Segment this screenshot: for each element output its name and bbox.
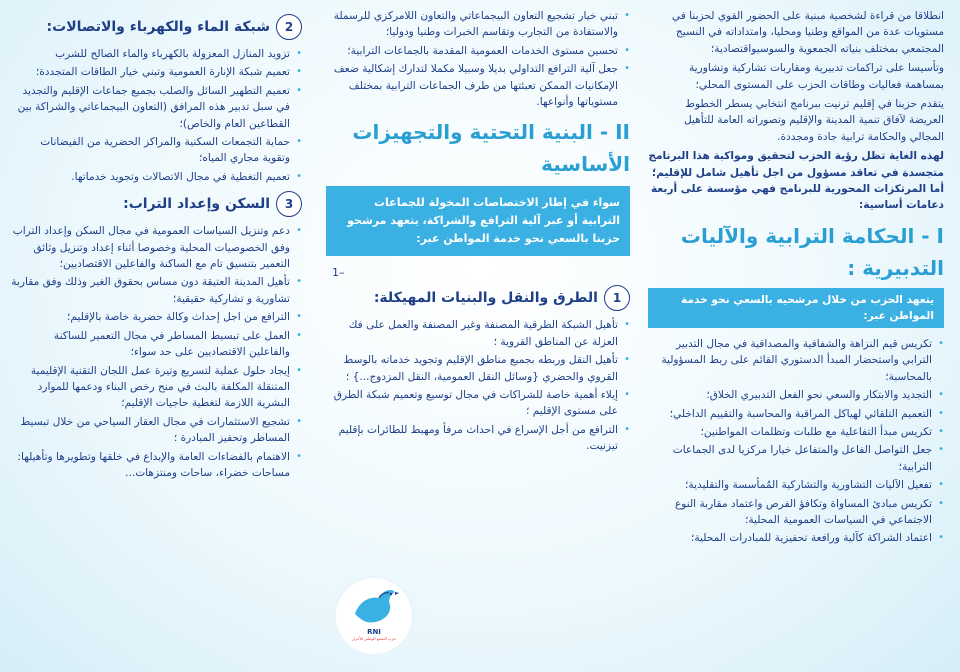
dove-icon [349, 584, 399, 628]
subsection-1-number: 1 [604, 285, 630, 311]
subsection-3-header [10, 191, 302, 217]
list-item: • حماية التجمعات السكنية والمراكز الحضرية من الفيضانات وتقوية مجاري المياه؛ [10, 134, 302, 167]
list-item: • اعتماد الشراكة كآلية ورافعة تحفيزية للمبادرات المحلية؛ [648, 530, 944, 546]
subsection-3-list [10, 223, 302, 481]
subsection-2-list [10, 46, 302, 185]
list-item: • تأهيل الشبكة الطرقية المصنفة وغير المصنفة والعمل على فك العزلة عن المناطق القروية ؛ [326, 317, 630, 350]
subsection-2-number: 2 [276, 14, 302, 40]
list-item: • تعميم شبكة الإنارة العمومية وتبني خيار الطاقات المتجددة؛ [10, 64, 302, 80]
list-item: • تفعيل الآليات التشاورية والتشاركية المُمأسسة والتقليدية؛ [648, 477, 944, 493]
section-1-list [648, 336, 944, 547]
section-2-band: سواء في إطار الاختصاصات المخولة للجماعات الترابية أو عبر آلية الترافع والشراكة، يتعهد مرشحو حزبنا بالسعي نحو خدمة المواطن عبر: [326, 186, 630, 256]
list-item: • تبني خيار تشجيع التعاون البيجماعاتي والتعاون اللامركزي للرسملة والاستفادة من التجارب وتقاسم الخبرات وطنيا ودوليا؛ [326, 8, 630, 41]
intro-paragraph-2: وتأسيسا على تراكمات تدبيرية ومقاربات تشاركية وتشاورية بمساهمة فعاليات وطاقات الحزب على المستوى المحلي؛ [688, 62, 944, 91]
subsection-1-title: الطرق والنقل والبنيات المهيكلة: [373, 290, 598, 307]
list-item: • العمل على تبسيط المساطر في مجال التعمير للساكنة والفاعلين الاقتصاديين على حد سواء؛ [10, 328, 302, 361]
intro-paragraph-3: يتقدم حزبنا في إقليم ترنيت ببرنامج انتخابي يسطر الخطوط العريضة لآفاق تنمية المدينة والإقليم وتصوراته العامة للتأهيل المجالي والحكامة ترابية جادة ومجددة. [683, 98, 944, 143]
list-item: • تأهيل النقل وربطه بجميع مناطق الإقليم وتجويد خدماته بالوسط القروي والحضري {وسائل النقل العمومية، النقل المزدوج...} ؛ [326, 352, 630, 385]
list-item: • دعم وتنزيل السياسات العمومية في مجال السكن وإعداد التراب وفق الخصوصيات المحلية وخصوصا أثناء إعداد وتنزيل وثائق التعمير بتنسيق تام مع الساكنة والفاعلين الاقتصاديين؛ [10, 223, 302, 272]
section-1-title: I - الحكامة الترابية والآليات التدبيرية : [680, 223, 944, 280]
subsection-3-number: 3 [276, 191, 302, 217]
list-item: • التعميم التلقائي لهياكل المراقبة والمحاسبة والتقييم الداخلي؛ [648, 406, 944, 422]
subsection-2-title: شبكة الماء والكهرباء والاتصالات: [46, 19, 270, 35]
list-item: • إيجاد حلول عملية لتسريع وتيرة عمل اللجان التقنية الإقليمية المتنقلة المكلفة بالبث في منح رخص البناء ودعمها للموارد البشرية اللازمة لتغطية حاجيات الإقليم؛ [10, 363, 302, 412]
list-item: • تأهيل المدينة العتيقة دون مساس بحقوق الغير وذلك وفق مقاربة تشاورية و تشاركية حقيقية؛ [10, 274, 302, 307]
list-item: • الترافع من اجل إحداث وكالة حضرية خاصة بالإقليم؛ [10, 309, 302, 325]
left-column [6, 0, 314, 672]
list-item: • تزويد المنازل المعزولة بالكهرباء والماء الصالح للشرب [10, 46, 302, 62]
list-item: • تحسين مستوى الخدمات العمومية المقدمة بالجماعات الترابية؛ [326, 43, 630, 59]
middle-column [318, 0, 640, 672]
list-item: • جعل آلية الترافع التداولي بديلا وسبيلا مكملا لتدارك إشكالية ضعف الإمكانيات الممكن تعبئتها من طرف الجماعات الترابية بمختلف مستوياتها وأنواعها. [326, 61, 630, 110]
subsection-3-title: السكن وإعداد التراب: [123, 196, 270, 213]
subsection-1-header [326, 285, 630, 311]
list-item: • إيلاء أهمية خاصة للشراكات في مجال توسيع وتعميم شبكة الطرق على مستوى الإقليم ؛ [326, 387, 630, 420]
list-item: • تكريس مبادئ المساواة وتكافؤ الفرص واعتماد مقاربة النوع الاجتماعي في السياسات العمومية المحلية؛ [648, 496, 944, 529]
intro-paragraph-1: انطلاقا من قراءة لشخصية مبنية على الحضور القوي لحزبنا في مستويات عدة من المواقع وطنيا ومحليا، وامتداداته في النسيج المجتمعي بمختلف بنياته الجمعوية والسوسيواقتصادية؛ [671, 10, 944, 55]
party-logo [336, 578, 412, 654]
list-item: • الترافع من أجل الإسراع في احداث مرفأ ومهبط للطائرات بإقليم تيزنيت. [326, 422, 630, 455]
logo-text: RNI [367, 628, 381, 636]
list-item: • تعميم التطهير السائل والصلب بجميع جماعات الإقليم والتجديد في سبل تدبير هذه المرافق (التعاون البيجماعاتي والشراكة بين القطاعين العام والخاص)؛ [10, 83, 302, 132]
list-item: • التجديد والابتكار والسعي نحو الفعل التدبيري الخلاق؛ [648, 387, 944, 403]
right-column [642, 0, 954, 672]
intro-paragraph-4: لهذه الغاية تظل رؤية الحزب لتحقيق ومواكبة هذا البرنامج متجسدة في تعاقد مسؤول من اجل تأهيل شامل للإقليم؛ أما المرتكزات المحورية للبرنامج فهي مؤسسة على أربعة دعامات أساسية: [648, 150, 944, 212]
list-item: • جعل التواصل الفاعل والمتفاعل خيارا مركزيا لدى الجماعات الترابية؛ [648, 442, 944, 475]
list-item: • تعميم التغطية في مجال الاتصالات وتجويد خدماتها. [10, 169, 302, 185]
subsection-1-list [326, 317, 630, 454]
section-1-band: يتعهد الحزب من خلال مرشحيه بالسعي نحو خدمة المواطن عبر: [648, 288, 944, 328]
list-item: • تكريس قيم النزاهة والشفافية والمصداقية في مجال التدبير الترابي واستحضار المبدأ الدستوري القائم على ربط المسؤولية بالمحاسبة؛ [648, 336, 944, 385]
section-2-title: II - البنية التحتية والتجهيزات الأساسية [352, 120, 630, 177]
logo-subtitle: حزب التجمع الوطني للأحرار [352, 636, 396, 641]
list-item: • تشجيع الاستثمارات في مجال العقار السياحي من خلال تبسيط المساطر وتحفيز المبادرة ؛ [10, 414, 302, 447]
subsection-marker: 1– [332, 266, 345, 280]
subsection-2-header [10, 14, 302, 40]
list-item: • الاهتمام بالفضاءات العامة والإبداع في خلقها وتطويرها وتأهيلها: مساحات خضراء، ساحات ومنتزهات... [10, 449, 302, 482]
list-item: • تكريس مبدأ التفاعلية مع طلبات وتظلمات المواطنين؛ [648, 424, 944, 440]
middle-top-list [326, 8, 630, 110]
